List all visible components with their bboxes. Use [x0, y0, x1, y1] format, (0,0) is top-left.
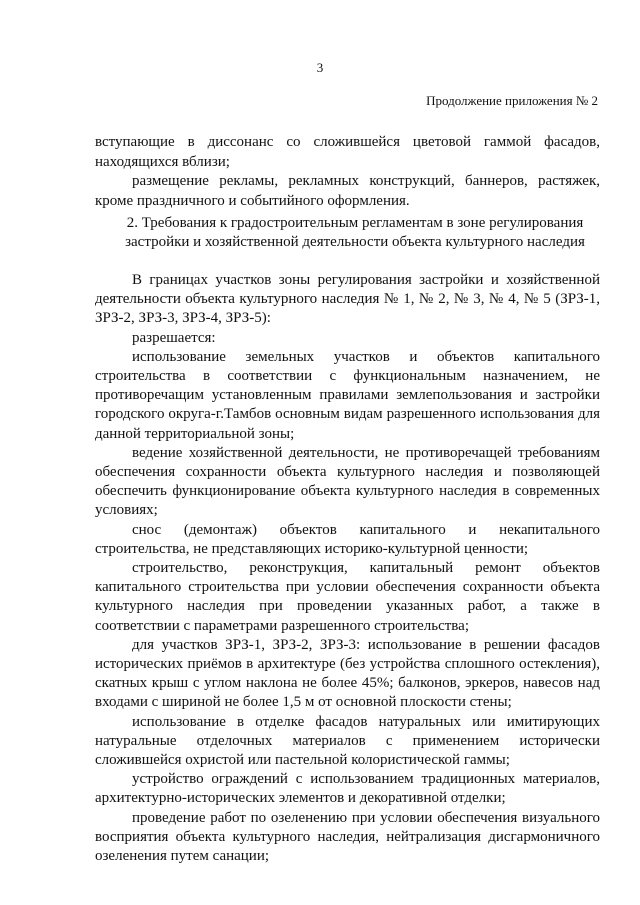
paragraph: устройство ограждений с использованием традиционных материалов, архитектурно-исторических элементов и декоративной отделки; [95, 771, 600, 807]
paragraph: вступающие в диссонанс со сложившейся цветовой гаммой фасадов, находящихся вблизи; [95, 134, 600, 170]
paragraph: ведение хозяйственной деятельности, не противоречащей требованиям обеспечения сохранности объекта культурного наследия и позволяющей обеспечить функционирование объекта культурного наследия в современных условиях; [95, 444, 600, 519]
page-number: 3 [316, 60, 324, 75]
paragraph: проведение работ по озеленению при условии обеспечения визуального восприятия объекта культурного наследия, нейтрализация дисгармоничного озеленения путем санации; [95, 809, 600, 865]
appendix-continuation-note: Продолжение приложения № 2 [426, 93, 598, 108]
paragraph: использование в отделке фасадов натуральных или имитирующих натуральные отделочных материалов с применением исторически сложившейся охристой или пастельной колористической гаммы; [95, 713, 600, 769]
paragraph: для участков ЗРЗ-1, ЗРЗ-2, ЗРЗ-3: использование в решении фасадов исторических приёмов в архитектуре (без устройства сплошного остекления), скатных крыш с углом наклона не более 45%; балконов, эркеров, навесов над входами с шириной не более 1,5 м от основной плоскости стены; [95, 636, 600, 711]
section-heading: 2. Требования к градостроительным регламентам в зоне регулирования застройки и хозяйственной деятельности объекта культурного наследия [125, 215, 585, 250]
section-body [95, 271, 600, 866]
paragraph: размещение рекламы, рекламных конструкций, баннеров, растяжек, кроме праздничного и событийного оформления. [95, 173, 600, 209]
paragraph: разрешается: [132, 329, 216, 346]
paragraph: снос (демонтаж) объектов капитального и некапитального строительства, не представляющих историко-культурной ценности; [95, 521, 600, 557]
paragraph: строительство, реконструкция, капитальный ремонт объектов капитального строительства при условии обеспечения сохранности объекта культурного наследия при проведении указанных работ, а также в соответствии с параметрами разрешенного строительства; [95, 560, 600, 634]
paragraph: использование земельных участков и объектов капитального строительства в соответствии с функциональным назначением, не противоречащим установленным правилами землепользования и застройки городского округа-г.Тамбов основным видам разрешенного использования для данной территориальной зоны; [95, 348, 600, 442]
paragraph: В границах участков зоны регулирования застройки и хозяйственной деятельности объекта культурного наследия № 1, № 2, № 3, № 4, № 5 (ЗРЗ-1, ЗРЗ-2, ЗРЗ-3, ЗРЗ-4, ЗРЗ-5): [95, 272, 600, 327]
intro-text [95, 133, 600, 211]
